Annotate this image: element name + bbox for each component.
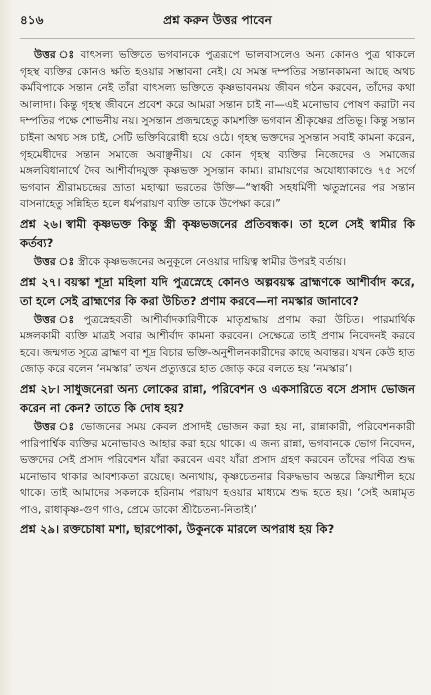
question-label: প্রশ্ন ২৯।	[20, 522, 60, 537]
answer-paragraph	[20, 47, 415, 213]
question-text: সাধুজনেরা অন্য লোকের রান্না, পরিবেশন ও একসারিতে বসে প্রসাদ ভোজন করেন না কেন? তাতে কি দোষ হয়?	[20, 381, 415, 415]
answer-paragraph	[20, 254, 415, 271]
answer-text: স্ত্রীকে কৃষ্ণভজনের অনুকূলে নেওয়ার দায়িত্ব স্বামীর উপরই বর্তায়।	[78, 255, 347, 268]
running-title: প্রশ্ন করুন উত্তর পাবেন	[163, 13, 272, 27]
answer-paragraph	[20, 419, 415, 519]
question-text: বয়স্কা শূদ্রা মহিলা যদি পুত্রস্নেহে কোনও অল্পবয়স্ক ব্রাহ্মণকে আশীর্বাদ করে, তা হলে সেই ব্রাহ্মণের কি করা উচিত? প্রণাম করবে—না নমস্কার জানাবে?	[20, 274, 415, 308]
answer-label: উত্তর ঃ	[34, 420, 77, 433]
answer-text: ভোজনের সময় কেবল প্রসাদই ভোজন করা হয় না, রান্নাকারী, পরিবেশনকারী পারিপার্শ্বিক ব্যক্তির মনোভাবও আহার করা হয়ে থাকে। এ জন্য রান্না, ভগবানকে ভোগ নিবেদন, ভক্তদের সেই প্রসাদ পরিবেশন যাঁরা করবেন এবং যাঁরা প্রসাদ গ্রহণ করবেন তাঁদের পবিত্র শুদ্ধ মনোভাব থাকার আবশ্যকতা রয়েছে। অন্যথায়, কৃষ্ণচেতনার বিরুদ্ধভাব অন্তরে ক্রিয়াশীল হয়ে থাকে। তাই আমাদের সকলকে হরিনাম পরায়ণ হওয়ার মাধ্যমে শুদ্ধ হতে হয়। ‘সেই অন্নামৃত পাও, রাধাকৃষ্ণ-গুণ গাও, প্রেমে ডাকো শ্রীচৈতন্য-নিতাই।’	[20, 420, 415, 516]
page-number: ৪১৬	[20, 13, 44, 27]
page-header	[20, 12, 415, 39]
question-paragraph	[20, 273, 415, 311]
question-label: প্রশ্ন ২৬।	[20, 216, 63, 231]
question-label: প্রশ্ন ২৭।	[20, 274, 61, 289]
question-paragraph	[20, 380, 415, 418]
question-paragraph	[20, 215, 415, 253]
answer-text: পুত্রস্নেহবতী আশীর্বাদকারিণীকে মাতৃশ্রদ্ধায় প্রণাম করা উচিত। পারমার্থিক মঙ্গলকামী ব্যক্তি মাত্রই সবার আশীর্বাদ কামনা করবেন। সেক্ষেত্রে তাই প্রণাম নিবেদনই করবে হবে। জন্মগত সূত্রে ব্রাহ্মণ বা শূদ্র বিচার ভক্তি-অনুশীলনকারীদের কাছে অবান্তর। যখন কেউ হাত জোড় করে বলেন ‘নমস্কার’ তখন প্রত্যুত্তরে হাত জোড় করে বলতে হয় ‘নমস্কার’।	[20, 313, 415, 376]
question-label: প্রশ্ন ২৮।	[20, 381, 60, 396]
answer-label: উত্তর ঃ	[34, 313, 80, 326]
page-content	[20, 47, 415, 539]
question-text: রক্তচোষা মশা, ছারপোকা, উকুনকে মারলে অপরাধ হয় কি?	[63, 522, 335, 537]
answer-paragraph	[20, 312, 415, 378]
question-text: স্বামী কৃষ্ণভক্ত কিন্তু স্ত্রী কৃষ্ণভজনের প্রতিবন্ধক। তা হলে সেই স্বামীর কি কর্তব্য?	[20, 216, 416, 250]
answer-label: উত্তর ঃ	[34, 255, 75, 268]
answer-label: উত্তর ঃ	[34, 49, 77, 61]
question-paragraph	[20, 520, 415, 539]
answer-text: বাৎসল্য ভক্তিতে ভগবানকে পুত্ররূপে ভালবাসলেও অন্য কোনও পুত্র থাকলে গৃহস্থ ব্যক্তির কোনও ক্ষতি হওয়ার সম্ভাবনা নেই। যে সমস্ত দম্পতির সন্তানকামনা আছে অথচ কর্মবিপাকে সন্তান নেই তাঁরা বাৎসল্য ভক্তিতে কৃষ্ণভাবনময় জীবন গঠন করবেন, তাঁদের কথা আলাদা। কিন্তু গৃহস্থ জীবনে প্রবেশ করে আমরা সন্তান চাই না—এই মনোভাব পোষণ করাটা নব দম্পতির পক্ষে শোভনীয় নয়। সুসন্তান প্রজন্মহেতু কামশক্তি ভগবান শ্রীকৃষ্ণের প্রতিভূ। কিন্তু সন্তান চাইনা অথচ সঙ্গ চাই, সেটি ভক্তিবিরোধী হয়ে ওঠে। গৃহস্থ ভক্তদের সুসন্তান সবাই কামনা করেন, গৃহমেধীদের সন্তান সমাজে অবাঞ্ছনীয়। যে কোন গৃহস্থ ব্যক্তির নিজেদের ও সমাজের মঙ্গলবিধানার্থে দৈব আশীর্বাদযুক্ত কৃষ্ণভক্ত সুসন্তান কাম্য। রামায়ণের অযোধ্যাকাণ্ডে ৭৫ সর্গে ভগবান শ্রীরামচন্দ্রের ভ্রাতা মহাত্মা ভরতের উক্তি—“স্বাধ্বী সহধর্মিণী ঋতুস্নানের পর সন্তান বাসনাহেতু সন্নিহিত হলে ধর্মপরায়ণ ব্যক্তি তাকে উপেক্ষা করে।”	[20, 49, 415, 211]
